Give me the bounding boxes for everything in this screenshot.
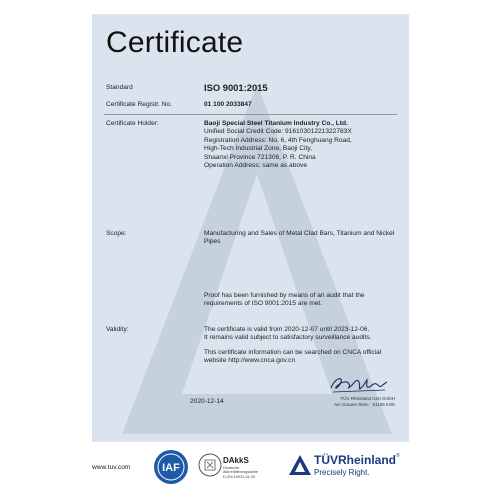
scope-line: Pipes — [204, 238, 221, 246]
dakks-subtext — [223, 466, 263, 479]
tuv-name-text: TÜVRheinland — [314, 453, 397, 467]
dakks-sub-line: D-ZM-16031-01-00 — [223, 474, 256, 479]
scope-label: Scope: — [106, 230, 127, 237]
holder-line: Operation Address: same as above — [204, 162, 307, 170]
cnca-line: website http://www.cnca.gov.cn — [204, 357, 296, 365]
issue-date: 2020-12-14 — [190, 398, 224, 405]
iaf-logo-icon — [152, 448, 190, 486]
holder-label: Certificate Holder: — [106, 120, 159, 127]
holder-line: High-Tech Industrial Zone, Baoji City, — [204, 145, 312, 153]
dakks-sub-line: Akkreditierungsstelle — [223, 470, 259, 475]
dakks-sub-line: Deutsche — [223, 466, 240, 470]
iaf-text: IAF — [162, 462, 180, 474]
proof-line: Proof has been furnished by means of an audit that the — [204, 292, 365, 299]
cnca-line: This certificate information can be searched on CNCA official — [204, 348, 382, 356]
proof-line: requirements of ISO 9001:2015 are met. — [204, 300, 323, 308]
dakks-text: DAkkS — [223, 456, 249, 465]
holder-line: Shaanxi Province 721306, P. R. China — [204, 153, 316, 161]
page-title: Certificate — [106, 26, 244, 59]
holder-line: Registration Address: No. 6, 4th Fenghuang Road, — [204, 136, 352, 144]
holder-line: Unified Social Credit Code: 91610301221322783X — [204, 128, 352, 136]
signature-image — [327, 374, 389, 396]
validity-line: It remains valid subject to satisfactory surveillance audits. — [204, 334, 372, 342]
certificate-sheet — [92, 14, 409, 442]
tuv-slogan: Precisely Right. — [314, 468, 370, 477]
holder-name: Baoji Special Steel Titanium Industry Co., Ltd. — [204, 120, 348, 127]
validity-line: The certificate is valid from 2020-12-07 until 2023-12-06. — [204, 326, 370, 333]
signature-block — [295, 382, 395, 407]
validity-label: Validity: — [106, 326, 129, 333]
registr-label: Certificate Registr. No. — [106, 101, 172, 108]
dakks-logo-icon — [198, 452, 222, 478]
signature-org: TÜV Rheinland Cert GmbH — [340, 396, 395, 401]
divider — [104, 114, 397, 115]
standard-label: Standard — [106, 84, 133, 91]
website-link[interactable]: www.tuv.com — [92, 464, 131, 471]
registered-mark: ® — [396, 453, 400, 459]
registr-value: 01 100 2033847 — [204, 101, 252, 108]
tuv-triangle-icon — [288, 454, 312, 476]
standard-value: ISO 9001:2015 — [204, 82, 268, 93]
footer — [0, 448, 500, 500]
signature-address: Am Grauen Stein · 51105 Köln — [334, 401, 395, 407]
tuv-brand-name — [314, 453, 400, 467]
scope-line: Manufacturing and Sales of Metal Clad Bars, Titanium and Nickel — [204, 230, 395, 237]
